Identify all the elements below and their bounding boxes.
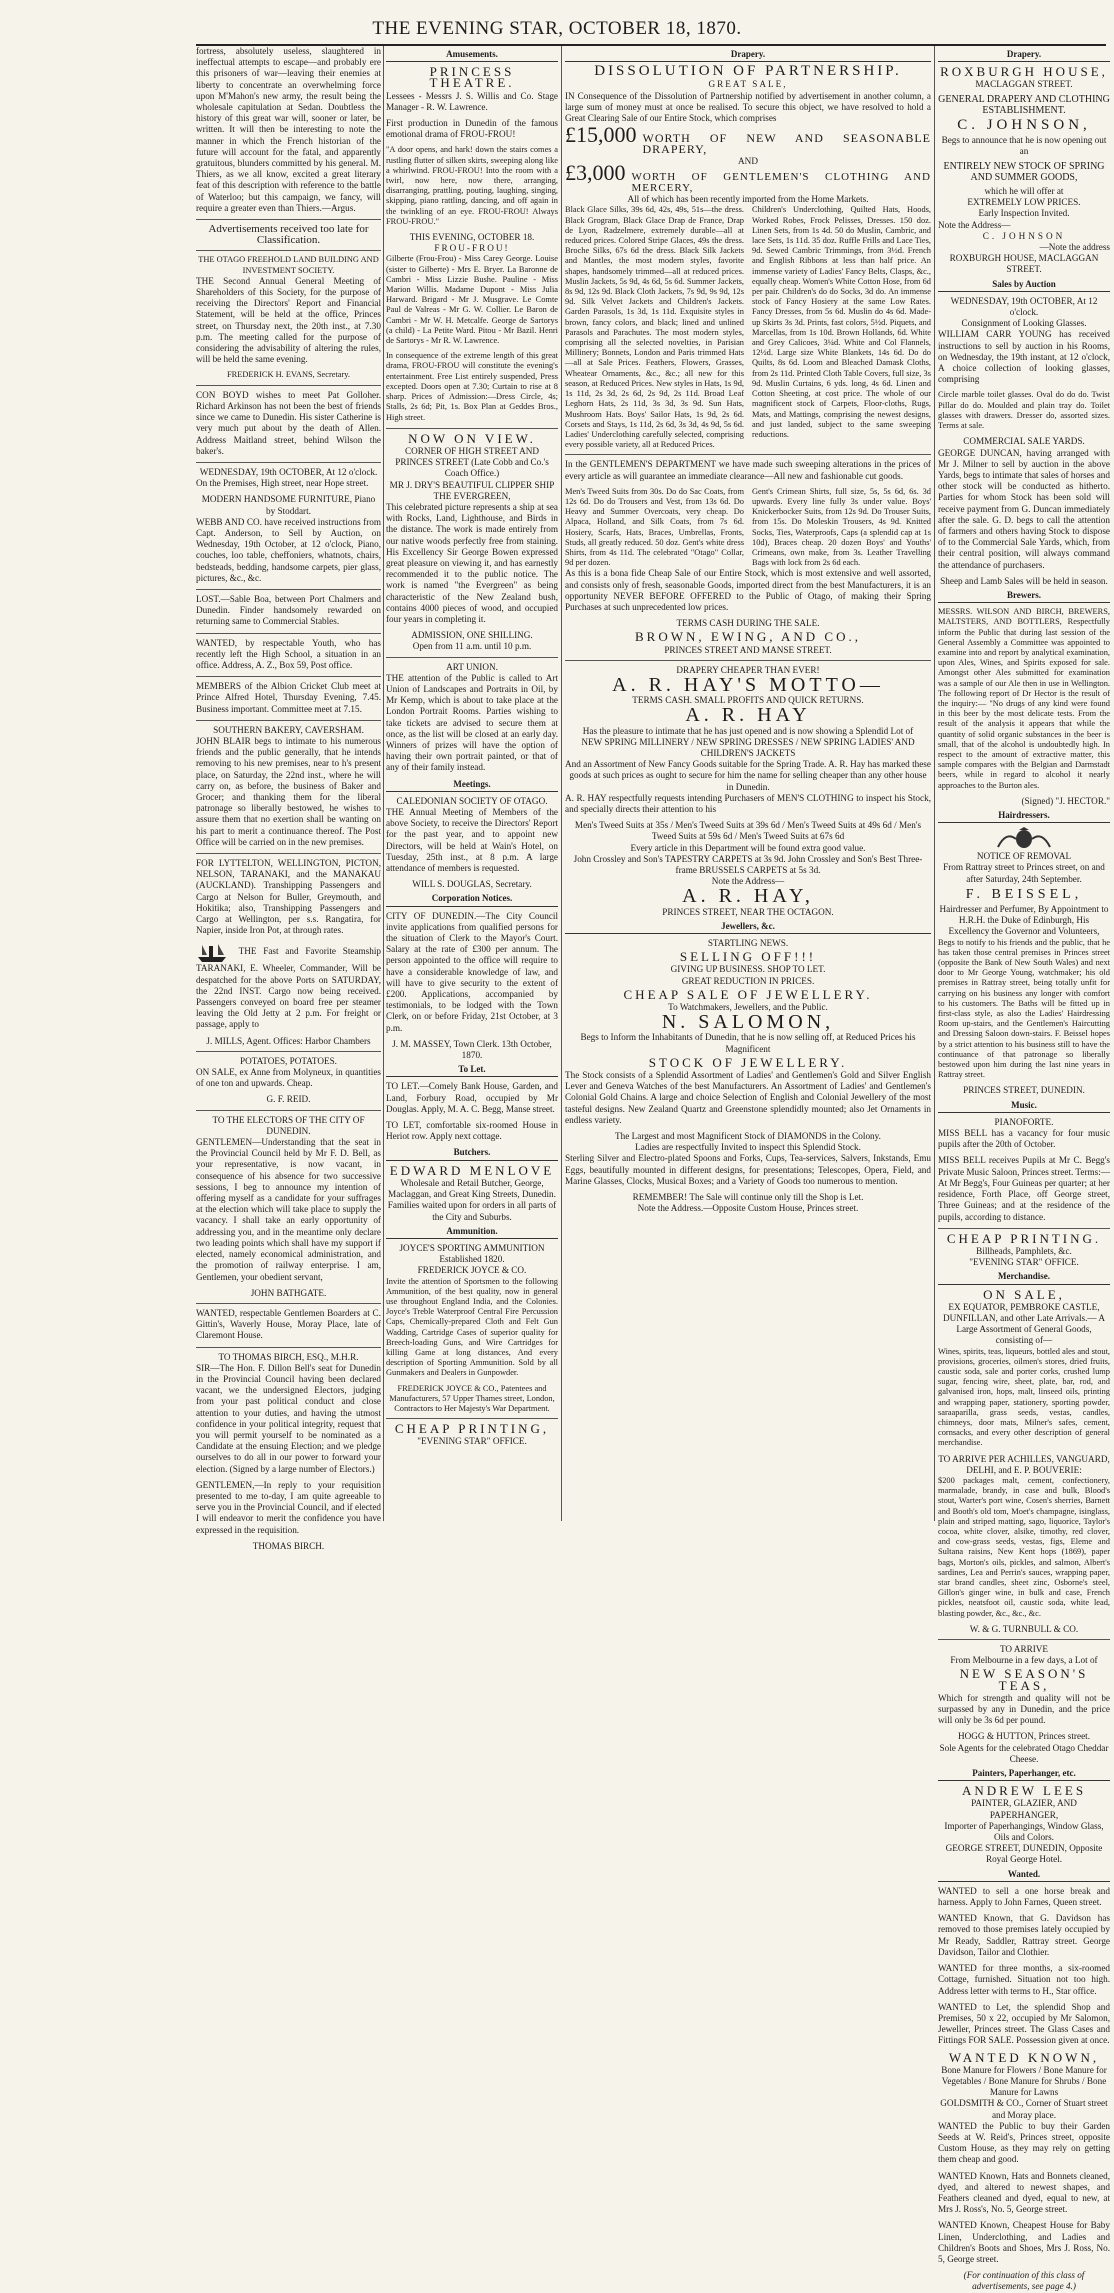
- divider: [196, 589, 381, 590]
- newspaper-title: THE EVENING STAR, OCTOBER 18, 1870.: [372, 18, 742, 39]
- to-arrive: TO ARRIVE: [999, 1644, 1049, 1655]
- masthead: [0, 0, 1114, 44]
- hairdressers-heading: Hairdressers.: [938, 810, 1110, 823]
- hay-note: Note the Address—: [711, 876, 785, 887]
- birch-signature: THOMAS BIRCH.: [252, 1540, 325, 1551]
- watchmakers: To Watchmakers, Jewellers, and the Public.: [668, 1002, 828, 1013]
- steamship-icon: [196, 941, 228, 963]
- divider: [386, 428, 558, 429]
- lees-address: GEORGE STREET, DUNEDIN, Opposite Royal George Hotel.: [945, 1843, 1103, 1865]
- divider: [196, 1051, 381, 1052]
- menlove-address: Wholesale and Retail Butcher, George, Maclaggan, and Great King Streets, Dunedin.: [388, 1177, 556, 1200]
- consignment: Consignment of Looking Glasses.: [961, 318, 1087, 329]
- wanted-8: WANTED Known, Cheapest House for Baby Linen, Underclothing, and Ladies and Children's Boots and Shoes, Mrs J. Ross, No. 5, George street.: [938, 2220, 1110, 2264]
- wanted-known: WANTED KNOWN,: [948, 2049, 1100, 2065]
- divider: [196, 385, 381, 386]
- removal-sub: From Rattray street to Princes street, on and after Saturday, 24th September.: [943, 862, 1105, 884]
- theatre-first: First production in Dunedin of the famous emotional drama of FROU-FROU!: [386, 118, 558, 140]
- wanted-notice: WANTED, by respectable Youth, who has recently left the High School, a situation in an office. Address, A. Z., Box 59, Post office.: [196, 637, 381, 670]
- diamonds: The Largest and most Magnificent Stock of DIAMONDS in the Colony.: [615, 1131, 881, 1142]
- turnbull-signature: W. & G. TURNBULL & CO.: [969, 1623, 1079, 1634]
- divider: [196, 219, 381, 220]
- continuation-note: (For continuation of this class of advertisements, see page 4.): [963, 2270, 1085, 2292]
- divider: [196, 1347, 381, 1348]
- to-let-heading: To Let.: [386, 1064, 558, 1077]
- new-teas: NEW SEASON'S TEAS,: [959, 1666, 1089, 1693]
- column-divider: [934, 46, 935, 1521]
- pianoforte: PIANOFORTE.: [994, 1116, 1054, 1127]
- article-continuation: fortress, absolutely useless, slaughtered in ineffectual attempts to escape—and probably ere this prisoners of war—leaving their enemies at liberty to concentrate an overwhelming force upon M'Mahon's new army, the result being the wholesale capitulation at Sedan. Doubtless the history of this great war will, sooner or later, be written. It will then be interesting to note the manner in which the French historian of the future will account for the fatal, and apparently gratuitous, blunders committed by his general. M. Thiers, as we all know, excited a great literary feat of this description with reference to the battle of Waterloo; but this campaign, we fancy, will require a greater even than Thiers.—Argus.: [196, 46, 381, 213]
- joyce-signature: FREDERICK JOYCE & CO., Patentees and Manufacturers, 57 Upper Thames street, London, Contractors to Her Majesty's War Department.: [389, 1383, 555, 1413]
- stock-jewellery: STOCK OF JEWELLERY.: [648, 1054, 848, 1070]
- lost-notice: LOST.—Sable Boa, between Port Chalmers and Dunedin. Finder handsomely rewarded on returning same to Commercial Stables.: [196, 593, 381, 627]
- general-establishment: GENERAL DRAPERY AND CLOTHING ESTABLISHMENT.: [938, 93, 1110, 116]
- drapery-list-right: Children's Underclothing, Quilted Hats, Hoods, Worked Robes, Frock Pelisses, Dresses. 150 doz. Linen Sets, from 1s 4d. 50 do Muslin, Cambric, and lace Sets, 1s 11d. 35 doz. Ruffle Frills and Lace Ties, 9d. Sewed Cambric Trimmings, from 3½d. French and English Ribbons at less than half price. An immense variety of Ladies' Fancy Belts, Clasps, &c., equally cheap. Women's White Cotton Hose, from 6d per pair. Children's do do Socks, 3d do. An immense stock of Fancy Hosiery at the same Low Rates. Fancy Dresses, from 5s 6d. Muslin do 4s 6d. Made-up Skirts 3s 3d. Prints, fast colors, 5½d. Piquets, and Marcellas, from 1s 10d. Brown Hollands, 6d. White and Grey Calicoes, 3¼d. White and Col Flannels, 12½d. Large size White Blankets, 14s 6d. Do do Quilts, 8s 6d. Loom and Bleached Damask Cloths, from 2s 11d. Printed Cloth Table Covers, full size, 3s 9d. Muslin Curtains, 6 yds. long, 4s 6d. Linen and Cotton Sheeting, at cost price. The whole of our magnificent stock of Carpets, Floor-cloths, Rugs, Mats, and Mattings, comprising the newest designs, and just landed, subject to the same sweeping reductions.: [752, 205, 931, 439]
- cast-list: Gilberte (Frou-Frou) - Miss Carey George. Louise (sister to Gilberte) - Mrs E. Bryer. La Baronne de Cambri - Miss Lizzie Bushe. Pauline - Miss Marion Willis. Madame Dupont - Miss Julia Harward. Brigard - Mr J. Musgrave. Le Comte Paul de Valreas - Mr G. W. Collier. Le Baron de Cambri - Mr W. H. Metcalfe. George de Sartorys (a child) - La Petite Ward. Pitou - Mr Bazil. Henri de Sartorys - Mr R. W. Lawrence.: [386, 254, 558, 346]
- otago-society-heading: THE OTAGO FREEHOLD LAND BUILDING AND INVESTMENT SOCIETY.: [198, 255, 379, 275]
- bone-manure-list: Bone Manure for Flowers / Bone Manure for Vegetables / Bone Manure for Shrubs / Bone Manure for Lawns: [941, 2064, 1107, 2098]
- hay-carpets: John Crossley and Son's TAPESTRY CARPETS at 3s 9d. John Crossley and Son's Best Three-frame BRUSSELS CARPETS at 5s 3d.: [573, 853, 923, 876]
- wanted-2: WANTED Known, that G. Davidson has removed to those premises lately occupied by Mr Ready, Saddler, Rattray street. George Davidson, Tailor and Clothier.: [938, 1913, 1110, 1957]
- melbourne-note: From Melbourne in a few days, a Lot of: [950, 1655, 1098, 1666]
- menlove-name: EDWARD MENLOVE: [389, 1162, 555, 1178]
- hector-signature: (Signed) "J. HECTOR.": [1021, 795, 1110, 806]
- note-address: Note the Address—: [938, 219, 1011, 230]
- butchers-heading: Butchers.: [386, 1147, 558, 1160]
- divider: [196, 250, 381, 251]
- johnson-body: Begs to announce that he is now opening out an: [941, 135, 1107, 157]
- potatoes-heading: POTATOES, POTATOES.: [240, 1055, 337, 1066]
- divider: [386, 1418, 558, 1419]
- joyce-company: FREDERICK JOYCE & CO.: [417, 1265, 527, 1276]
- beissel-sub: Hairdresser and Perfumer, By Appointment to H.R.H. the Duke of Edinburgh, His Excellency the Governor and Volunteers,: [939, 904, 1109, 937]
- drapery-list-left: Black Glace Silks, 39s 6d, 42s, 49s, 51s—the dress. Black Grogram, Black Glace Drap de France, Drap de Lyon, Radzelmere, extremely durable—all at reduced prices. Colored Stripe Glaces, 49s the dress. Broche Silks, 67s 6d the dress. Black Silk Jackets and Mantles, the most modern styles, favorite shapes, handsomely trimmed—all at reduced prices. Muslin Jackets, 5s 9d, 4s 6d, 5s 6d. Summer Jackets, 8s 9d, 12s 9d. Black Cloth Jackets, 7s 9d, 9s 9d, 12s 9d. Silk Velvet Jackets and Children's Jackets. Garden Parasols, 1s 3d, 1s 11d. Exquisite styles in brown, fancy colors, and black; lined and unlined Parasols and Parachutes. The most modern styles, comprising all the selected novelties, in Parisian Millinery; Bonnets, London and Paris trimmed Hats—all at Sale Prices. Feathers, Flowers, Grasses, Wheatear Ornaments, &c., &c.; all new for this season, at Reduced Prices. New styles in Hats, 1s 9d, 1s 11d, 2s 3d, 2s 6d, 2s 9d, 2s 11d. Broad Leaf Leghorn Hats, 2s 11d, 3s 3d, 3s 9d. Sun Hats, Mushroom Hats. Boys' Sailor Hats, 1s 9d, 2s 6d. Corsets and Stays, 1s 11d, 2s 6d, 3s 3d, 4s 9d, 5s 6d. Ladies' Underclothing carefully selected, comprising every possible variety, all at Reduced Prices.: [565, 205, 744, 450]
- bona-fide-note: As this is a bona fide Cheap Sale of our Entire Stock, which is most extensive and well assorted, and consists only of fresh, seasonable Goods, imported direct from the best Manufacturers, it is an opportunity NEVER BEFORE OFFERED to the Public of Otago, of making their Spring Purchases at such unprecedented low prices.: [565, 568, 931, 612]
- hay-body: Has the pleasure to intimate that he has just opened and is now showing a Splendid Lot of: [582, 725, 914, 736]
- column-divider: [561, 46, 562, 1521]
- stock-body: The Stock consists of a Splendid Assortment of Ladies' and Gentlemen's Gold and Silver English Lever and Geneva Watches of the best Manufacturers. An Assortment of Ladies' and Gentlemen's Colonial Gold Chains. A large and choice Selection of English and Colonial Jewellery of the most tasteful designs. New Zealand Quartz and Greenstone splendidly mounted; also Jet Ornaments in endless variety.: [565, 1070, 931, 1125]
- divider: [196, 676, 381, 677]
- billheads: Billheads, Pamphlets, &c.: [976, 1245, 1072, 1256]
- on-sale: ON SALE,: [983, 1286, 1065, 1302]
- dissolution-title: DISSOLUTION OF PARTNERSHIP.: [594, 63, 902, 80]
- to-let-2: TO LET, comfortable six-roomed House in Heriot row. Apply next cottage.: [386, 1120, 558, 1142]
- selling-off: SELLING OFF!!!: [679, 949, 817, 965]
- wanted-6: WANTED the Public to buy their Garden Seeds at W. Reid's, Princes street, opposite Custom House, as they may rely on getting them cheap and good.: [938, 2120, 1110, 2165]
- salomon-body: Begs to Inform the Inhabitants of Dunedin, that he is now selling off, at Reduced Prices his Magnificent: [580, 1032, 916, 1054]
- sole-agents: Sole Agents for the celebrated Otago Cheddar Cheese.: [939, 1742, 1109, 1764]
- painters-heading: Painters, Paperhanger, etc.: [938, 1768, 1110, 1781]
- now-on-view: NOW ON VIEW.: [408, 430, 536, 446]
- beissel-address: PRINCES STREET, DUNEDIN.: [963, 1085, 1085, 1096]
- frou-frou: FROU-FROU!: [434, 243, 510, 254]
- hay-name: A. R. HAY: [685, 704, 811, 727]
- otago-society-notice: THE Second Annual General Meeting of Shareholders of this Society, for the purpose of receiving the Directors' Report and Financial Statement, will be held at the office, Princes street, on Thursday next, the 20th inst., at 7.30 p.m. The meeting called for the purpose of considering the advisability of altering the rules, will be held the same evening.: [196, 275, 381, 365]
- divider: [565, 660, 931, 661]
- hogg-signature: HOGG & HUTTON, Princes street.: [957, 1731, 1090, 1742]
- and-text: AND: [738, 155, 758, 166]
- hay-address-name: A. R. HAY,: [682, 885, 814, 908]
- merchandise-heading: Merchandise.: [938, 1271, 1110, 1284]
- sale-location: On the Premises, High street, near Hope street.: [196, 478, 369, 489]
- bell-pupils: MISS BELL receives Pupils at Mr C. Begg's Private Music Saloon, Princes street. Terms:—At Mr Begg's, Four Guineas per quarter; at her residence, Forth Place, off George street, Three Guineas; and at the residence of the pupils, according to distance.: [938, 1155, 1110, 1222]
- custom-house-address: Note the Address.—Opposite Custom House, Princes street.: [637, 1203, 859, 1214]
- art-union-heading: ART UNION.: [446, 661, 498, 672]
- drapery-heading-4: Drapery.: [938, 49, 1110, 62]
- johnson-name: C. JOHNSON,: [957, 117, 1091, 134]
- star-office-4: "EVENING STAR" OFFICE.: [969, 1257, 1079, 1268]
- early-inspection: Early Inspection Invited.: [978, 208, 1070, 219]
- lyttelton-notice: FOR LYTTELTON, WELLINGTON, PICTON, NELSON, TARANAKI, and the MANAKAU (AUCKLAND). Transhipping Passengers and Cargo at Nelson for Buller, Greymouth, and Hokitika; also, Transhipping Passengers and Cargo at Wellington, per s.s. Rangatira, for Napier, inside Iron Pot, at through rates.: [196, 858, 381, 936]
- great-sale: GREAT SALE,: [708, 79, 788, 90]
- divider: [196, 633, 381, 634]
- cheaper-heading: DRAPERY CHEAPER THAN EVER!: [676, 664, 820, 675]
- city-notice: CITY OF DUNEDIN.—The City Council invite applications from qualified persons for the situation of Clerk to the Mayor's Court. Salary at the rate of £300 per annum. The person appointed to the office will require to have a considerable knowledge of law, and will have to give security to the extent of £200. Applications, accompanied by testimonials, to be lodged with the Town Clerk, on or before Friday, 21st October, at 3 p.m.: [386, 910, 558, 1033]
- giving-up: GIVING UP BUSINESS. SHOP TO LET.: [670, 964, 826, 975]
- divider: [196, 1303, 381, 1304]
- brown-address: PRINCES STREET AND MANSE STREET.: [664, 644, 832, 655]
- divider: [938, 1639, 1110, 1640]
- taranaki-text: THE Fast and Favorite Steamship TARANAKI, E. Wheeler, Commander, Will be despatched for the above Ports on SATURDAY, the 22nd INST. Cargo now being received. Passengers conveyed on board free per steamer leaving the Old Jetty at 2 p.m. For freight or passage, apply to: [196, 946, 381, 1030]
- brown-ewing: BROWN, EWING, AND CO.,: [635, 629, 861, 645]
- hay-mens: A. R. HAY respectfully requests intending Purchasers of MEN'S CLOTHING to inspect his Stock, and specially directs their attention to his: [565, 792, 931, 814]
- reid-signature: G. F. REID.: [266, 1094, 311, 1105]
- brewers-heading: Brewers.: [938, 590, 1110, 603]
- to-arrive-ships: TO ARRIVE PER ACHILLES, VANGUARD, DELHI, and E. P. BOUVERIE:: [938, 1453, 1110, 1475]
- goldsmith-signature: GOLDSMITH & CO., Corner of Stuart street and Moray place.: [940, 2098, 1108, 2120]
- theatre-lessees: Lessees - Messrs J. S. Willis and Co. Stage Manager - R. W. Lawrence.: [386, 90, 558, 112]
- mills-signature: J. MILLS, Agent. Offices: Harbor Chambers: [206, 1035, 371, 1046]
- divider: [938, 1228, 1110, 1229]
- dissolution-intro: IN Consequence of the Dissolution of Partnership notified by advertisement in another column, a large sum of money must at once be realised. To secure this object, we have resolved to hold a Great Clearing Sale of our Entire Stock, which comprises: [565, 90, 931, 124]
- view-location: CORNER OF HIGH STREET AND PRINCES STREET (Late Cobb and Co.'s Coach Office.): [395, 445, 549, 479]
- wanted-1: WANTED to sell a one horse break and harness. Apply to John Farnes, Queen street.: [938, 1885, 1110, 1908]
- auction-date: WEDNESDAY, 19th OCTOBER, At 12 o'clock.: [950, 295, 1098, 318]
- lees-trade: PAINTER, GLAZIER, AND PAPERHANGER,: [971, 1798, 1077, 1820]
- electors-address: GENTLEMEN—Understanding that the seat in the Provincial Council held by Mr F. D. Bell, as your representative, is now vacant, in consequence of his absence for two successive sessions, I beg to announce my intention of offering myself as a candidate for your suffrages at the election which will take place to supply the vacancy. I shall take an early opportunity of addressing you, and in the meantime only declare two leading points which shall have my support if elected, namely economical administration, and the promotion of railway enterprise. I am, Gentlemen, your obedient servant,: [196, 1137, 381, 1282]
- hay-value: Every article in this Department will be found extra good value.: [630, 842, 866, 853]
- sheep-note: Sheep and Lamb Sales will be held in season.: [940, 575, 1108, 586]
- cheap-printing-4: CHEAP PRINTING.: [946, 1230, 1102, 1246]
- gents-list-right: Gent's Crimean Shirts, full size, 5s, 5s 6d, 6s. 3d upwards. Every line fully 3s under value. Boys' Knickerbocker Suits, from 12s 9d. Do Trouser Suits, from 15s. Do Moleskin Trousers, 4s 9d. Knitted Socks, Ties, Waterproofs, Caps (a splendid cap at 1s 10d), Braces cheap. 20 dozen Boys' and Youths' Crimeans, own make, from 3s. Leather Travelling Bags with lock from 2s 6d each.: [752, 486, 931, 568]
- opening-hours: Open from 11 a.m. until 10 p.m.: [412, 641, 532, 652]
- to-let-1: TO LET.—Comely Bank House, Garden, and Land, Forbury Road, occupied by Mr Douglas. Apply, M. A. C. Begg, Manse street.: [386, 1081, 558, 1114]
- amusements-heading: Amusements.: [386, 49, 558, 62]
- column-2: [386, 46, 558, 1521]
- boarders-notice: WANTED, respectable Gentlemen Boarders at C. Gittin's, Waverly House, Moray Place, late of Claremont House.: [196, 1307, 381, 1341]
- offer: which he will offer at: [984, 186, 1064, 197]
- roxburgh-title: ROXBURGH HOUSE,: [940, 64, 1108, 80]
- hay-terms: TERMS CASH. SMALL PROFITS AND QUICK RETURNS.: [632, 695, 864, 706]
- meetings-heading: Meetings.: [386, 779, 558, 792]
- maclaggan: MACLAGGAN STREET.: [975, 79, 1073, 90]
- salomon-name: N. SALOMON,: [661, 1011, 835, 1034]
- taranaki-notice: [196, 941, 381, 1030]
- caledonian-notice: THE Annual Meeting of Members of the above Society, to receive the Directors' Report for the past year, and to appoint new Directors, will be held at Wain's Hotel, on Tuesday, 25th inst., at 8 p.m. A large attendance of members is requested.: [386, 807, 558, 874]
- teas-body: Which for strength and quality will not be surpassed by any in Dunedin, and the price will only be 3s 6d per pound.: [938, 1692, 1110, 1726]
- furniture-heading: MODERN HANDSOME FURNITURE, Piano by Stoddart.: [201, 494, 376, 516]
- divider: [196, 462, 381, 463]
- auction-heading: Sales by Auction: [938, 279, 1110, 292]
- column-4: [938, 46, 1110, 2292]
- art-union-notice: THE attention of the Public is called to Art Union of Landscapes and Portraits in Oil, by Mr Kemp, which is about to take place at the London Portrait Rooms. Parties wishing to take tickets are advised to secure them at once, as the list will be closed at an early day. Winners of prizes will have the option of having their own portrait painted, or that of any of their family instead.: [386, 672, 558, 773]
- birch-heading: TO THOMAS BIRCH, ESQ., M.H.R.: [218, 1351, 359, 1362]
- dry-ship-title: MR J. DRY'S BEAUTIFUL CLIPPER SHIP THE EVERGREEN,: [389, 479, 555, 501]
- sale-date: WEDNESDAY, 19th OCTOBER, At 12 o'clock.: [199, 466, 378, 477]
- douglas-signature: WILL S. DOUGLAS, Secretary.: [412, 879, 532, 890]
- hay-street: PRINCES STREET, NEAR THE OCTAGON.: [662, 906, 834, 917]
- albion-cricket-notice: MEMBERS of the Albion Cricket Club meet at Prince Alfred Hotel, Thursday Evening, 7.45. Business important. Committee meet at 7.15.: [196, 681, 381, 714]
- gents-list-left: Men's Tweed Suits from 30s. Do do Sac Coats, from 12s 6d. Do do Trousers and Vest, from 13s 6d. Do Heavy and Summer Overcoats, very cheap. Do Alpaca, Holland, and Silk Coats, from 7s 6d. Hosiery, Scarfs, Hats, Braces, Umbrellas, Fronts, Studs, all greatly reduced. 50 doz. Gent's white dress Shirts, from 4s 11d. The celebrated "Otago" Collar, 9d per dozen.: [565, 486, 744, 568]
- sale-yards-heading: COMMERCIAL SALE YARDS.: [963, 436, 1085, 447]
- ammunition-heading: Ammunition.: [386, 1226, 558, 1239]
- hay-suits: Men's Tweed Suits at 35s / Men's Tweed Suits at 39s 6d / Men's Tweed Suits at 49s 6d / Men's Tweed Suits at 59s 6d / Men's Tweed Suits at 67s 6d: [574, 820, 922, 842]
- entirely-new: ENTIRELY NEW STOCK OF SPRING AND SUMMER GOODS,: [943, 160, 1105, 183]
- theatre-details: In consequence of the extreme length of this great drama, FROU-FROU will constitute the evening's entertainment. Free List entirely suspended, Press excepted. Doors open at 7.30; Curtain to rise at 8 sharp. Prices of Admission:—Dress Circle, 4s; Stalls, 2s 6d; Pit, 1s. Box Plan at Geddes Bros., High street.: [386, 351, 558, 422]
- cheap-jewellery: CHEAP SALE OF JEWELLERY.: [623, 986, 873, 1002]
- lees-body: Importer of Paperhangings, Window Glass, Oils and Colors.: [944, 1820, 1104, 1843]
- divider: [196, 853, 381, 854]
- beissel-name: F. BEISSEL,: [965, 886, 1083, 902]
- beissel-body: Begs to notify to his friends and the public, that he has taken those central premises in Princes street (opposite the Bank of New South Wales) and next door to Mr George Young, watchmaker; his old premises in Rattray street, being totally unfit for carrying on his business any longer with comfort to his customers. The Baths will be fitted up in first-class style, as also the Ladies' Hairdressing Room up-stairs, and the Gentlemen's Haircutting and Dressing Saloon down-stairs. F. Beissel hopes by a strict attention to his business still to have the continuance of that patronage so liberally bestowed upon him during the last nine years in Rattray street.: [938, 937, 1110, 1080]
- admission: ADMISSION, ONE SHILLING.: [411, 630, 533, 641]
- wanted-4: WANTED to Let, the splendid Shop and Premises, 50 x 22, occupied by Mr Salomon, Jeweller, Princes street. The Glass Cases and Fittings FOR SALE. Possession given at once.: [938, 2001, 1110, 2046]
- goods-list: Wines, spirits, teas, liqueurs, bottled ales and stout, provisions, groceries, oilmen's stores, dried fruits, caustic soda, sale and porter corks, crushed lump sugar, fencing wire, sheet, plate, bar, rod, and galvanised iron, hops, malt, linseed oils, printing and wrapping paper, stationery, sporting powder, saraaparilla, grass seeds, vestas, candles, chimneys, door mats, Milner's safes, cement, cornsacks, and every other description of general merchandise.: [938, 1346, 1110, 1448]
- bathgate-signature: JOHN BATHGATE.: [250, 1287, 327, 1298]
- joyce-body: Invite the attention of Sportsmen to the following Ammunition, of the best quality, now in general use throughout England India, and the Colonies. Joyce's Treble Waterproof Central Fire Percussion Caps, Chemically-prepared Cloth and Felt Gun Wadding, Cartridge Cases of superior quality for Breech-loading Guns, and Wire Cartridges for killing Game at long distances, And every description of Sporting Ammunition. Sold by all Gunmakers and Dealers in Gunpowder.: [386, 1276, 558, 1378]
- music-heading: Music.: [938, 1100, 1110, 1113]
- theatre-quote: "A door opens, and hark! down the stairs comes a rustling flutter of silken skirts, sweeping along like a whirlwind. FROU-FROU! Into the room with a twirl, now here, now there, arranging, disarranging, prattling, pouting, laughing, singing, skipping, piano rattling, dancing, and off again in the twinkling of an eye. FROU-FROU! Always FROU-FROU.": [386, 145, 558, 226]
- ladies-invite: Ladies are respectfully Invited to inspect this Splendid Stock.: [635, 1142, 861, 1153]
- wanted-heading: Wanted.: [938, 1869, 1110, 1882]
- note-address-right: —Note the address: [1039, 242, 1110, 253]
- divider: [386, 657, 558, 658]
- star-office: "EVENING STAR" OFFICE.: [417, 1436, 527, 1447]
- removal-title: NOTICE OF REMOVAL: [976, 851, 1072, 862]
- this-evening: THIS EVENING, OCTOBER 18.: [409, 232, 535, 243]
- column-divider: [383, 46, 384, 1521]
- amount-clothing-text: WORTH OF GENTLEMEN'S CLOTHING AND MERCERY,: [631, 170, 931, 195]
- hay-motto: A. R. HAY'S MOTTO—: [612, 673, 884, 696]
- divider: [196, 720, 381, 721]
- startling-news: STARTLING NEWS.: [707, 938, 789, 949]
- otago-society-signature: FREDERICK H. EVANS, Secretary.: [226, 370, 351, 380]
- birch-requisition: SIR—The Hon. F. Dillon Bell's seat for Dunedin in the Provincial Council having been declared vacant, we the undersigned Electors, judging from your past political conduct and close attention to your duties, and having the utmost confidence in your political integrity, request that you will permit yourself to be nominated as a Candidate at the ensuing Election; and we pledge ourselves to do all in our power to forward your election. (Signed by a large number of Electors.): [196, 1362, 381, 1474]
- divider: [196, 1110, 381, 1111]
- joyce-title: JOYCE'S SPORTING AMMUNITION Established 1820.: [399, 1242, 545, 1265]
- wanted-3: WANTED for three months, a six-roomed Cottage, furnished. Situation not too high. Address letter with terms to H., Star office.: [938, 1963, 1110, 1996]
- divider: [565, 454, 931, 455]
- duncan-notice: GEORGE DUNCAN, having arranged with Mr J. Milner to sell by auction in the above Yards, begs to intimate that sales of horses and other stock will be conducted as hitherto. Parties for whom Stock has been sold will receive payment from G. Duncan immediately after the sale. G. D. begs to call the attention of farmers and others having Stock to dispose of to the Commercial Sale Yards, which, from their central position, will always command the attendance of purchasers.: [938, 447, 1110, 570]
- amount-clothing: £3,000: [565, 159, 626, 185]
- glasses-list: Circle marble toilet glasses. Oval do do do. Twist Pillar do do. Moulded and plain tray do. Toilet glasses with drawers. Dresser do, assorted sizes. Terms at sale.: [938, 390, 1110, 431]
- imported-note: All of which has been recently imported from the Home Markets.: [627, 194, 869, 205]
- con-boyd-notice: CON BOYD wishes to meet Pat Golloher. Richard Arkinson has not been the best of friends since we came to Dunedin. His sister Catherine is very much put about by the death of Allen. Address Maitland street, behind Wilson the baker's.: [196, 389, 381, 456]
- cheap-printing: CHEAP PRINTING,: [394, 1421, 550, 1437]
- theatre-title: PRINCESS THEATRE.: [429, 64, 515, 91]
- caledonian-heading: CALEDONIAN SOCIETY OF OTAGO.: [396, 795, 548, 806]
- column-1: [196, 46, 381, 1551]
- jewellers-heading: Jewellers, &c.: [565, 921, 931, 934]
- wilson-birch-notice: MESSRS. WILSON AND BIRCH, BREWERS, MALTSTERS, AND BOTTLERS, Respectfully inform the Public that during last session of the General Assembly a Committee was appointed to examine into and report by analytical examination, upon Ales, Wines, and Spirits exposed for sale. Amongst other Ales submitted for examination was a sample of our Ale then in use in Wellington. The following report of Dr Hector is the result of the inquiry:— "No drugs of any kind were found in this beer by the most delicate tests. From the result of the analysis it appears that while the quantity of solid organic substances in the beer is small, that of the alcohol is undoubtedly high. In respect to the amount of extractive matter, this sample compares with the Belgian and Darmstadt beers, while in regard to alcohol it nearly approaches to the Burton ales.: [938, 607, 1110, 790]
- massey-signature: J. M. MASSEY, Town Clerk. 13th October, 1870.: [392, 1038, 552, 1061]
- terms-cash: TERMS CASH DURING THE SALE.: [676, 618, 820, 629]
- johnson-signature: C. JOHNSON: [982, 230, 1066, 241]
- sterling-list: Sterling Silver and Electro-plated Spoons and Forks, Cups, Tea-services, Salvers, Inkstands, Emu Eggs, beautifully mounted in different designs, for presentations; Telescopes, Opera, Field, and Marine Glasses, Clocks, Musical Boxes; and a Variety of Goods too numerous to mention.: [565, 1153, 931, 1186]
- blair-notice: JOHN BLAIR begs to intimate to his numerous friends and the public generally, that he intends removing to his new premises, near to h's present place, on Saturday, the 22nd inst., where he will carry on, as before, the business of Baker and Grocer; and thanking them for the liberal patronage so liberally bestowed, he wishes to assure them that no exertion shall be wanting on his part to merit a continuance thereof. The Post Office will be carried on in the new premises.: [196, 735, 381, 847]
- wanted-7: WANTED Known, Hats and Bonnets cleaned, dyed, and altered to newest shapes, and Feathers cleaned and dyed, equal to new, at Mrs J. Ross's, No. 5, George street.: [938, 2170, 1110, 2215]
- hay-items: NEW SPRING MILLINERY / NEW SPRING DRESSES / NEW SPRING LADIES' AND CHILDREN'S JACKETS: [581, 736, 915, 758]
- corporation-heading: Corporation Notices.: [386, 893, 558, 906]
- birch-reply: GENTLEMEN,—In reply to your requisition presented to me to-day, I am quite agreeable to serve you in the Provincial Council, and if elected I will endeavor to merit the confidence you have expressed in the requisition.: [196, 1479, 381, 1535]
- roxburgh-address: ROXBURGH HOUSE, MACLAGGAN STREET.: [949, 253, 1099, 275]
- amount-drapery-text: WORTH OF NEW AND SEASONABLE DRAPERY,: [642, 131, 931, 157]
- gents-intro: In the GENTLEMEN'S DEPARTMENT we have made such sweeping alterations in the prices of every article as will guarantee an immediate clearance—All new and fashionable cut goods.: [565, 459, 931, 481]
- menlove-families: Families waited upon for orders in all parts of the City and Suburbs.: [387, 1200, 557, 1222]
- bell-vacancy: MISS BELL has a vacancy for four music pupils after the 20th of October.: [938, 1128, 1110, 1150]
- great-reduction: GREAT REDUCTION IN PRICES.: [681, 975, 815, 986]
- arrive-list: $200 packages malt, cement, confectionery, marmalade, brandy, in case and bulk, Blood's stout, Warter's port wine, Cosen's sherries, Barnett and Booth's old tom, Moet's champagne, isinglass, plain and striped matting, sago, liquorice, Taylor's cocoa, white clover, alsike, timothy, red clover, and cow-grass seeds, vestas, figs, Eleme and Sultana raisins, New Kent hops (1869), paper bags, Morton's oils, pickles, and salmon, Albert's sardines, Lea and Perrin's sauces, wrapping paper, star brand candles, sheet zinc, Osborne's steel, Gillon's ginger wine, in bulk and case, French pickles, neatsfoot oil, caustic soda, white lead, blasting powder, &c., &c., &c.: [938, 1475, 1110, 1618]
- remember: REMEMBER! The Sale will continue only till the Shop is Let.: [632, 1192, 864, 1203]
- amount-drapery: £15,000: [565, 122, 637, 148]
- potatoes-notice: ON SALE, ex Anne from Molyneux, in quantities of one ton and upwards. Cheap.: [196, 1067, 381, 1089]
- drapery-heading: Drapery.: [565, 49, 931, 62]
- low-prices: EXTREMELY LOW PRICES.: [967, 197, 1081, 208]
- bakery-heading: SOUTHERN BAKERY, CAVERSHAM.: [213, 724, 364, 735]
- late-ads-heading: Advertisements received too late for Classification.: [208, 223, 369, 247]
- young-notice: WILLIAM CARR YOUNG has received instructions to sell by auction in his Rooms, on Wednesday, the 19th instant, at 12 o'clock, A choice collection of looking glasses, comprising: [938, 329, 1110, 385]
- royal-crest-icon: [994, 827, 1054, 849]
- column-3: [565, 46, 931, 1521]
- electors-heading: TO THE ELECTORS OF THE CITY OF DUNEDIN.: [212, 1114, 365, 1136]
- ships-arrived: EX EQUATOR, PEMBROKE CASTLE, DUNFILLAN, and other Late Arrivals.— A Large Assortment of General Goods, consisting of—: [942, 1301, 1106, 1346]
- lees-name: ANDREW LEES: [961, 1783, 1087, 1799]
- evergreen-description: This celebrated picture represents a ship at sea with Rocks, Land, Lighthouse, and Birds in the distance. The work is made entirely from our native woods perfectly free from staining. His Excellency Sir George Bowen expressed great pleasure on viewing it, and has earnestly recommended it to the public notice. The work is named "the Evergreen" as being characteristic of the New Zealand bush, contains 4000 pieces of wood, and occupied four years in completing it.: [386, 501, 558, 624]
- hay-fancy: And an Assortment of New Fancy Goods suitable for the Spring Trade. A. R. Hay has marked these goods at such prices as ought to secure for him the name for selling cheaper than any other house in Dunedin.: [565, 759, 931, 792]
- webb-notice: WEBB AND CO. have received instructions from Capt. Anderson, to Sell by Auction, on Wednesday, 19th October, at 12 o'clock, Piano, couches, loo table, cheffoniers, whatnots, chairs, bedsteads, bedding, handsome carpets, pier glass, pictures, &c., &c.: [196, 516, 381, 583]
